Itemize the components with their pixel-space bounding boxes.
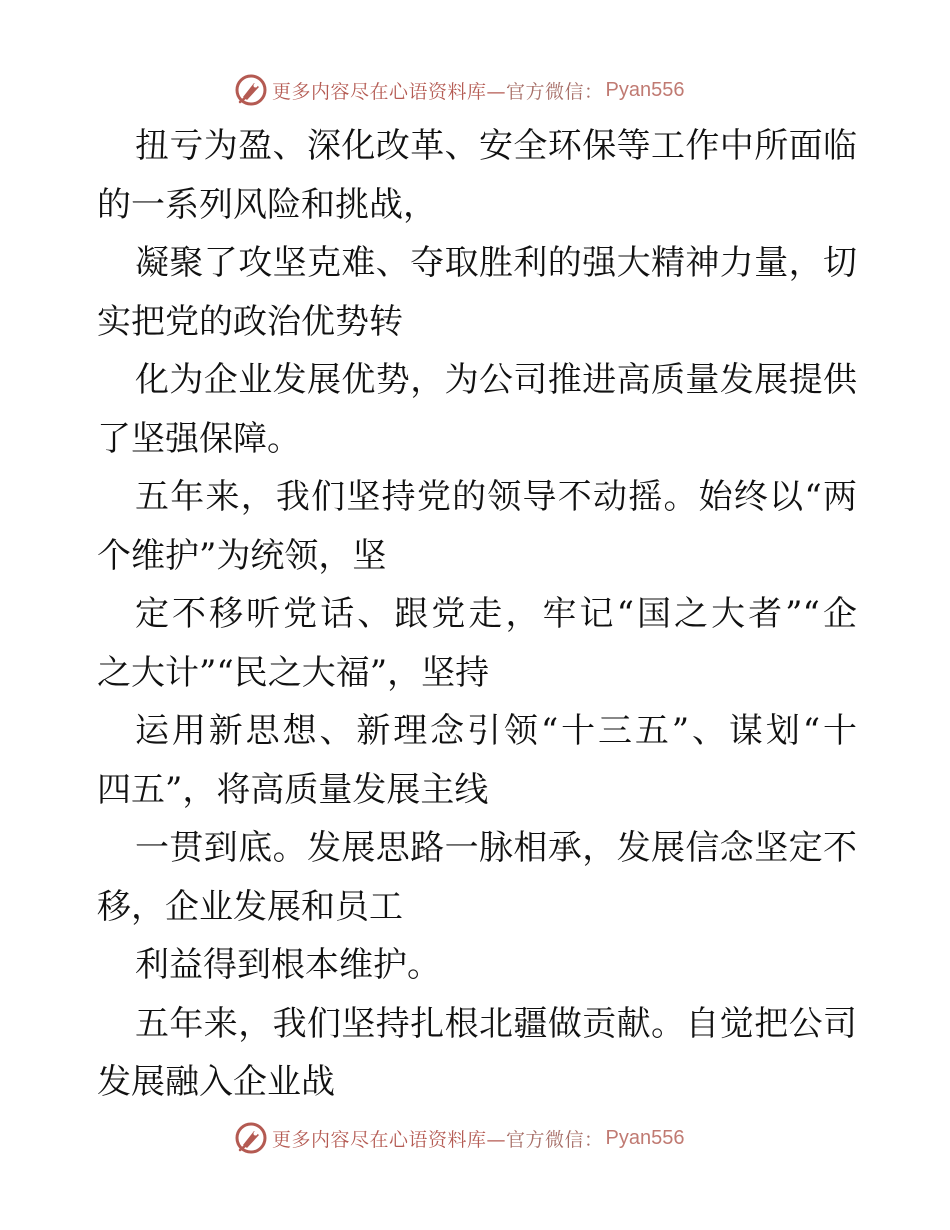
paragraph-line: 之大计”“民之大福”，坚持 — [97, 652, 490, 693]
pen-nib-icon — [234, 73, 268, 107]
paragraph — [97, 936, 857, 995]
document-body — [97, 117, 857, 1112]
footer-watermark — [0, 1118, 950, 1158]
watermark-text: 更多内容尽在心语资料库— — [272, 80, 507, 103]
watermark-text: 更多内容尽在心语资料库— — [272, 1128, 507, 1151]
paragraph-line: 化为企业发展优势，为公司推进高质量发展提供 — [135, 360, 857, 400]
paragraph-line: 利益得到根本维护。 — [135, 945, 441, 985]
paragraph — [97, 468, 857, 585]
paragraph-line: 扭亏为盈、深化改革、安全环保等工作中所面临 — [135, 126, 857, 166]
pen-nib-icon — [234, 1121, 268, 1155]
paragraph-line: 实把党的政治优势转 — [97, 301, 403, 342]
paragraph-line: 定不移听党话、跟党走，牢记“国之大者”“企 — [135, 594, 857, 634]
paragraph-line: 一贯到底。发展思路一脉相承，发展信念坚定不 — [135, 828, 857, 868]
paragraph-line: 凝聚了攻坚克难、夺取胜利的强大精神力量，切 — [135, 243, 857, 283]
paragraph — [97, 702, 857, 819]
paragraph — [97, 117, 857, 234]
paragraph-line: 移，企业发展和员工 — [97, 886, 403, 927]
watermark-wechat-label: 官方微信： — [506, 1128, 604, 1151]
header-watermark — [0, 70, 950, 110]
watermark-wechat-id: Pyan556 — [605, 78, 685, 101]
paragraph-line: 四五”，将高质量发展主线 — [97, 769, 489, 810]
paragraph-line: 五年来，我们坚持扎根北疆做贡献。自觉把公司 — [135, 1003, 857, 1044]
paragraph-line: 运用新思想、新理念引领“十三五”、谋划“十 — [135, 711, 857, 751]
paragraph-line: 五年来，我们坚持党的领导不动摇。始终以“两 — [135, 477, 857, 517]
paragraph — [97, 234, 857, 351]
paragraph-line: 了坚强保障。 — [97, 418, 301, 459]
watermark-banner — [234, 1120, 685, 1156]
watermark-banner — [234, 72, 685, 108]
paragraph — [97, 585, 857, 702]
paragraph — [97, 819, 857, 936]
paragraph-line: 发展融入企业战 — [97, 1062, 335, 1102]
paragraph — [97, 995, 857, 1112]
watermark-wechat-id: Pyan556 — [605, 1126, 685, 1149]
paragraph-line: 个维护”为统领，坚 — [97, 535, 387, 576]
paragraph-line: 的一系列风险和挑战， — [97, 184, 437, 225]
watermark-wechat-label: 官方微信： — [506, 80, 604, 103]
paragraph — [97, 351, 857, 468]
